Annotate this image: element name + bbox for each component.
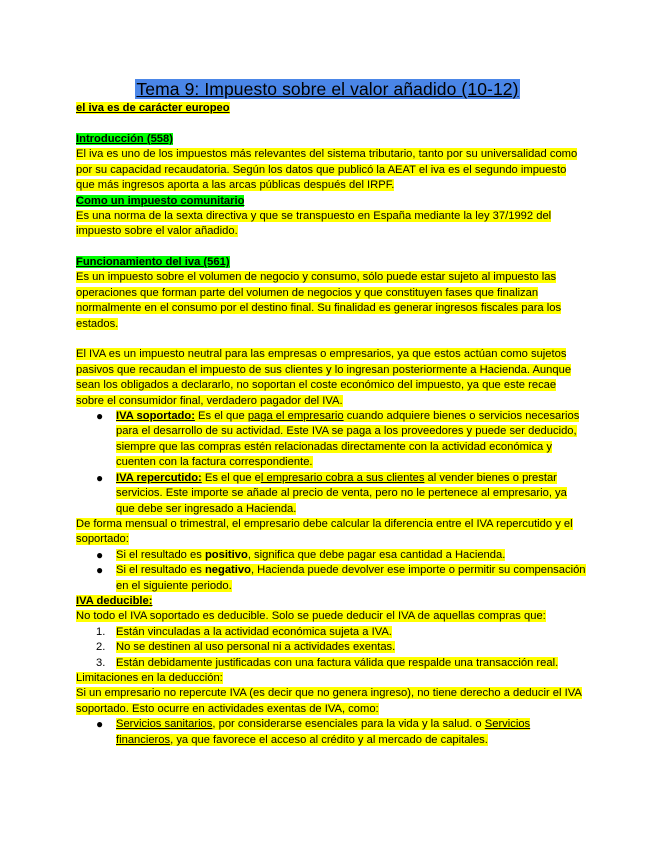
underlined-text: Servicios financieros bbox=[116, 718, 531, 746]
intro-text: El iva es uno de los impuestos más relevantes del sistema tributario, tanto por su universalidad como por su capacidad recaudatoria. Según los datos que publicó la AEAT el iva es el segundo impuesto que más ingresos aporta a las arcas públicas después del IRPF. bbox=[76, 148, 578, 192]
deducible-intro: No todo el IVA soportado es deducible. Solo se puede deducir el IVA de aquellas compras que: bbox=[76, 610, 546, 623]
text-run: , por considerarse esenciales para la vida y la salud. o bbox=[212, 718, 485, 731]
intro-heading: Introducción (558) bbox=[76, 133, 173, 145]
list-item-exentas bbox=[76, 717, 586, 748]
list-item-positivo bbox=[76, 548, 586, 563]
list-text: No se destinen al uso personal ni a actividades exentas. bbox=[116, 641, 396, 654]
funcionamiento-section bbox=[76, 255, 586, 748]
page-title bbox=[0, 78, 655, 100]
limits-text: Si un empresario no repercute IVA (es decir que no genera ingreso), no tiene derecho a deducir el IVA soportado. Esto ocurre en actividades exentas de IVA, como: bbox=[76, 687, 582, 715]
subtitle: el iva es de carácter europeo bbox=[76, 102, 230, 114]
intro-section bbox=[76, 132, 586, 240]
iva-repercutido-label: IVA repercutido: bbox=[116, 471, 202, 484]
bullet-icon: ● bbox=[96, 470, 104, 485]
iva-soportado-label: IVA soportado: bbox=[116, 410, 195, 423]
list-item bbox=[76, 625, 586, 640]
text-run: Es el que bbox=[194, 410, 248, 423]
funcionamiento-paragraph-2: El IVA es un impuesto neutral para las empresas o empresarios, ya que estos actúan como sujetos pasivos que recaudan el impuesto de sus clientes y lo ingresan posteriormente a Hacienda. Aunque sean los obligados a declararlo, no soportan el coste económico del impuesto, ya que este recae sobre el consumidor final, verdadero pagador del IVA. bbox=[76, 348, 572, 407]
deducible-list bbox=[76, 625, 586, 671]
text-run: , Hacienda puede devolver ese importe o permitir su compensación en el siguiente periodo. bbox=[116, 564, 586, 592]
text-run: , ya que favorece el acceso al crédito y al mercado de capitales. bbox=[170, 733, 488, 746]
list-text: Están vinculadas a la actividad económica sujeta a IVA. bbox=[116, 625, 392, 638]
title-text: Tema 9: Impuesto sobre el valor añadido (10-12) bbox=[136, 79, 519, 99]
underlined-text: Servicios sanitarios bbox=[116, 718, 213, 731]
bold-text: positivo bbox=[204, 548, 248, 561]
underlined-text: paga el empresario bbox=[247, 410, 344, 423]
subtitle-block bbox=[76, 101, 586, 116]
limits-heading: Limitaciones en la deducción: bbox=[76, 671, 223, 684]
funcionamiento-heading: Funcionamiento del iva (561) bbox=[76, 256, 230, 268]
list-item-iva-repercutido bbox=[76, 471, 586, 517]
bold-text: negativo bbox=[204, 564, 251, 577]
deducible-heading: IVA deducible: bbox=[76, 594, 153, 607]
list-item-iva-soportado bbox=[76, 409, 586, 471]
list-text: Están debidamente justificadas con una factura válida que respalde una transacción real. bbox=[116, 656, 559, 669]
text-run: Si el resultado es bbox=[116, 564, 205, 577]
iva-types-list bbox=[76, 409, 586, 517]
intro-subheading: Como un impuesto comunitario bbox=[76, 194, 245, 207]
bullet-icon: ● bbox=[96, 563, 104, 578]
funcionamiento-paragraph-1: Es un impuesto sobre el volumen de negocio y consumo, sólo puede estar sujeto al impuesto las operaciones que forman parte del volumen de negocios y que constituyen fases que finalizan normalmente en el consumo por el destino final. Su finalidad es generar ingresos fiscales para los estados. bbox=[76, 271, 562, 330]
bullet-icon: ● bbox=[96, 717, 104, 732]
intro-subtext: Es una norma de la sexta directiva y que se transpuesto en España mediante la ley 37/1992 del impuesto sobre el valor añadido. bbox=[76, 210, 552, 238]
funcionamiento-paragraph-3: De forma mensual o trimestral, el empresario debe calcular la diferencia entre el IVA repercutido y el soportado: bbox=[76, 517, 573, 546]
text-run: , significa que debe pagar esa cantidad a Hacienda. bbox=[247, 548, 506, 561]
list-number: 2. bbox=[96, 641, 106, 654]
list-item bbox=[76, 656, 586, 671]
bullet-icon: ● bbox=[96, 409, 104, 424]
list-number: 1. bbox=[96, 625, 106, 638]
list-item-negativo bbox=[76, 563, 586, 594]
result-list bbox=[76, 548, 586, 594]
limits-list bbox=[76, 717, 586, 748]
bullet-icon: ● bbox=[96, 547, 104, 562]
text-run: Es el que e bbox=[201, 471, 261, 484]
text-run: Si el resultado es bbox=[116, 548, 205, 561]
text-run: cuando adquiere bienes o servicios necesarios para el desarrollo de su actividad. Este IVA se paga a los proveedores y puede ser deducido, siempre que las compras estén relacionadas directamente con la actividad económica y cuenten con la factura correspondiente. bbox=[116, 410, 580, 469]
underlined-text: l empresario cobra a sus clientes bbox=[260, 471, 425, 484]
list-item bbox=[76, 640, 586, 655]
list-number: 3. bbox=[96, 656, 106, 669]
text-run: al vender bienes o prestar servicios. Este importe se añade al precio de venta, pero no le pertenece al empresario, ya que debe ser ingresado a Hacienda. bbox=[116, 471, 567, 515]
